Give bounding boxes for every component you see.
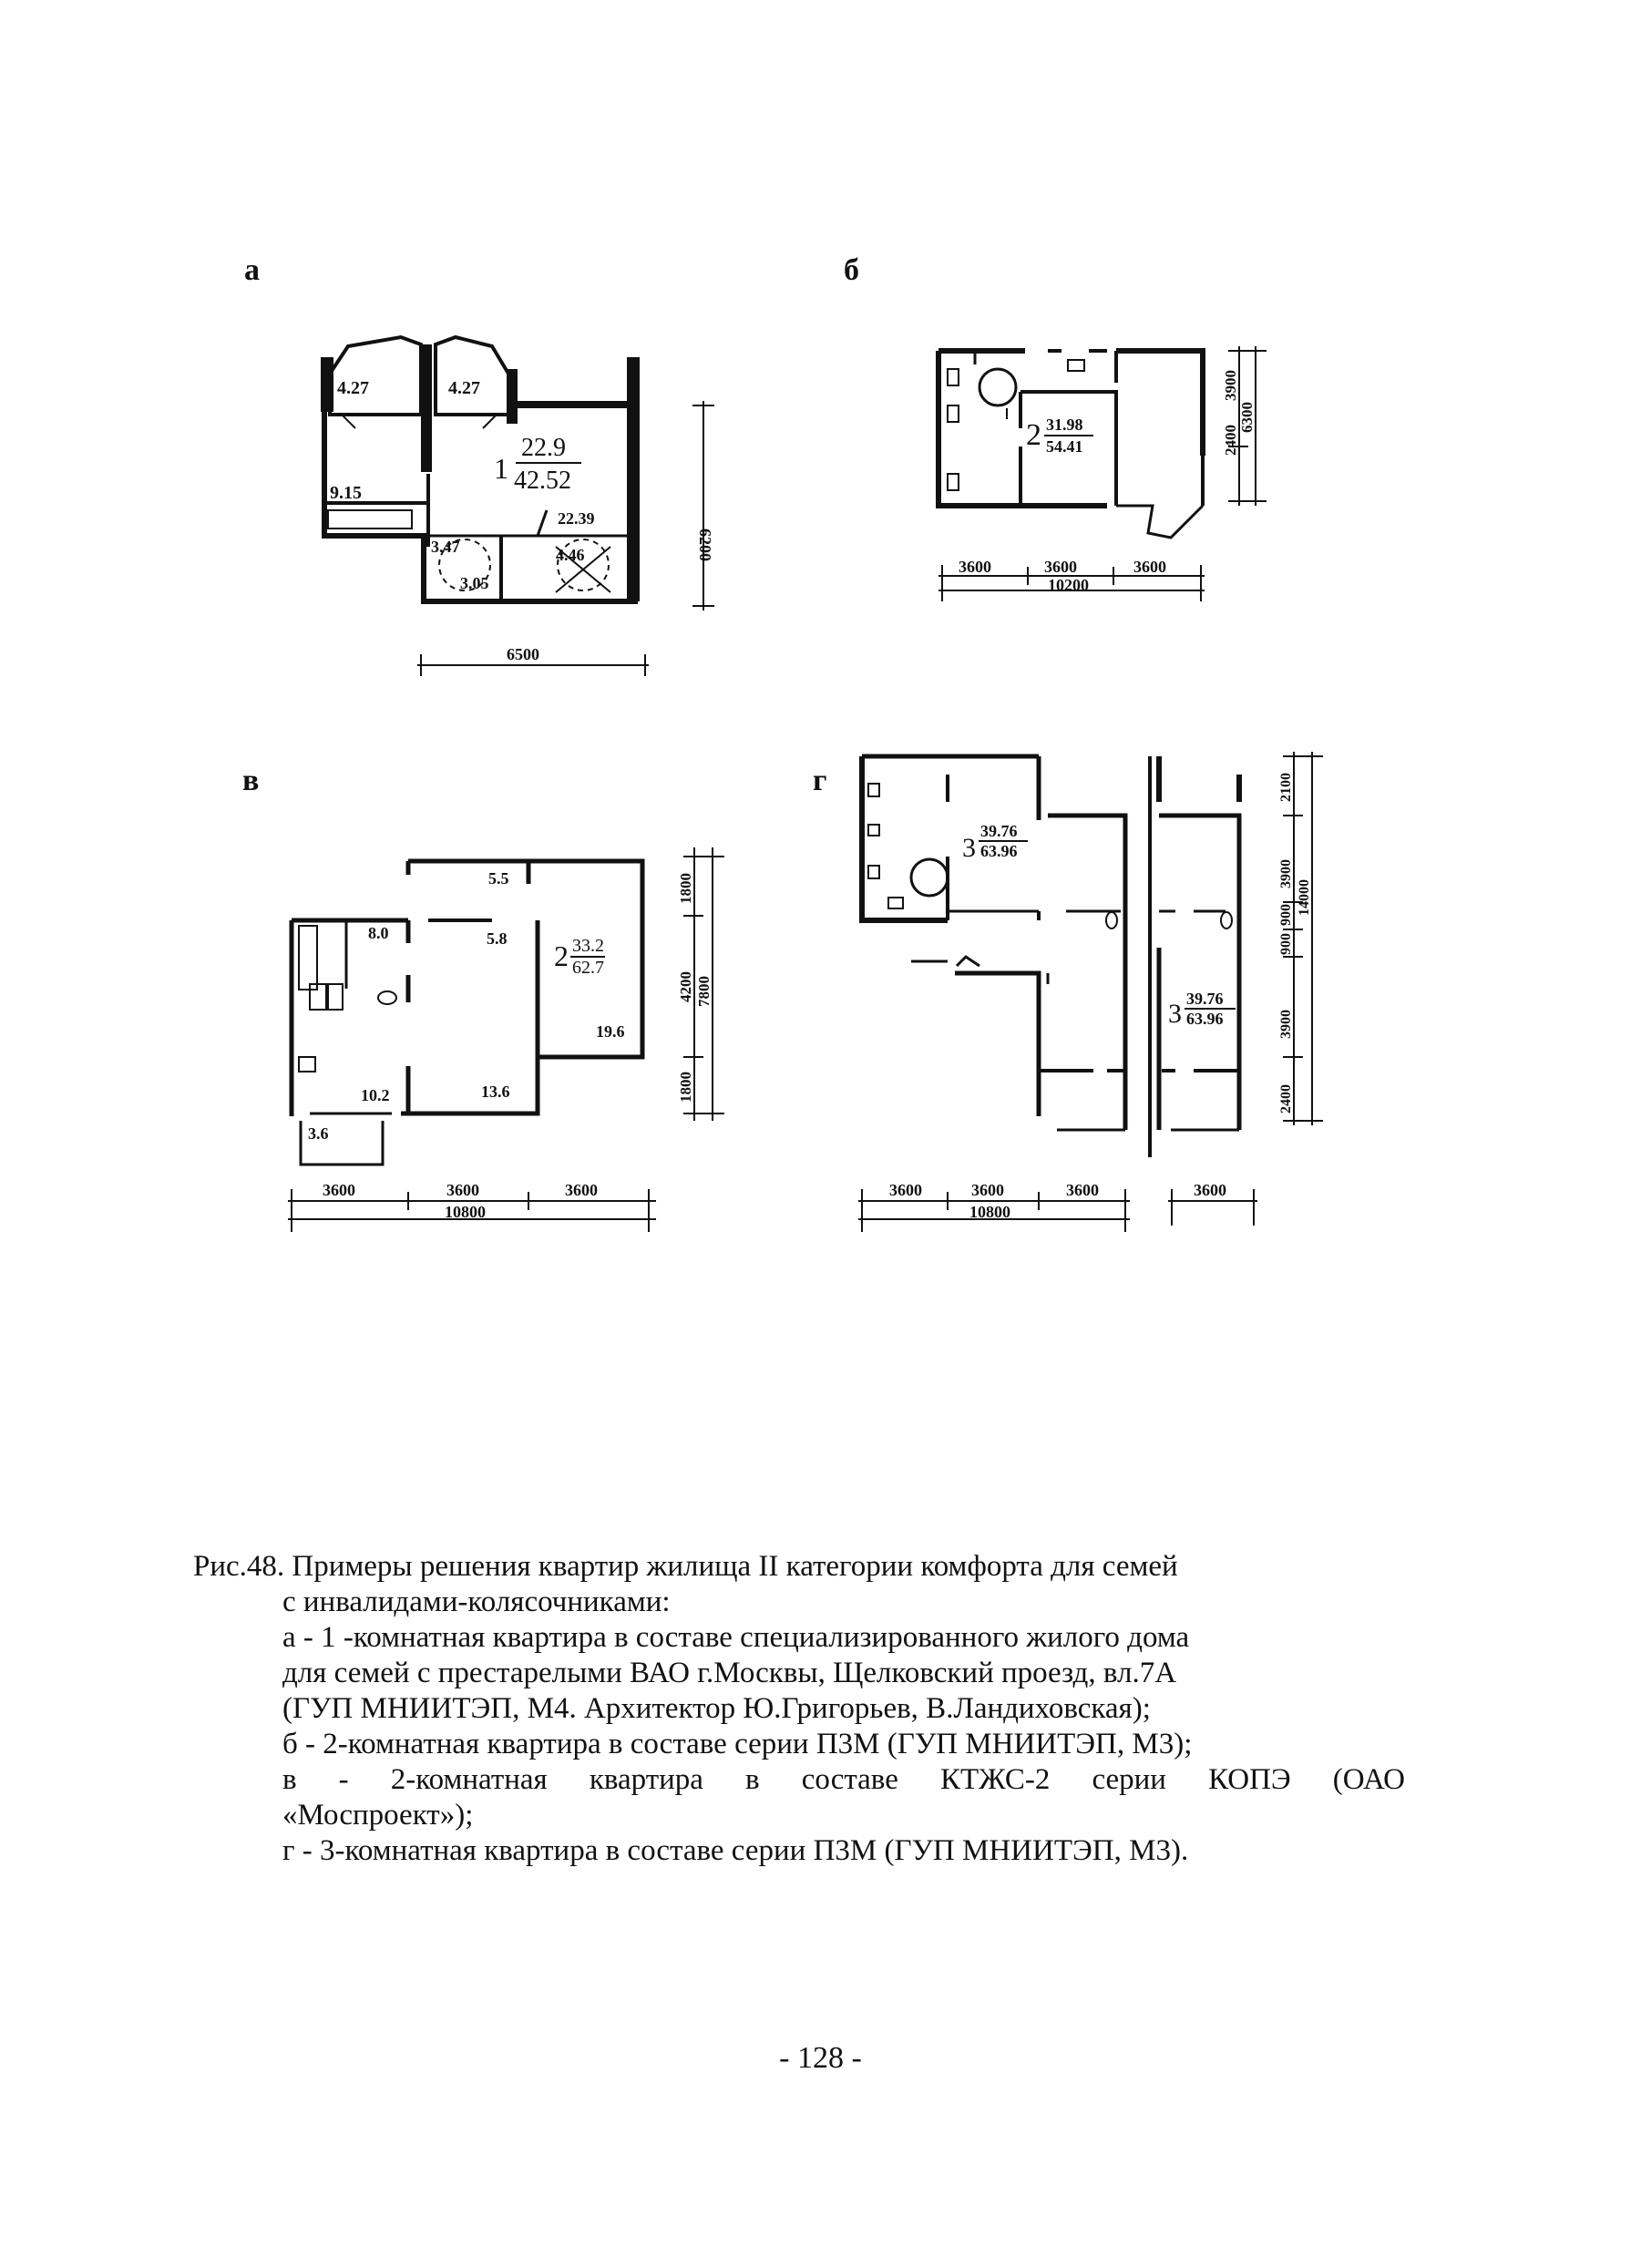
room-area-label: 13.6 — [481, 1083, 510, 1101]
dimension-label: 6200 — [696, 529, 714, 561]
room-area-label: 3.6 — [308, 1124, 329, 1143]
plan-g — [862, 756, 1239, 1157]
room-area-label: 19.6 — [596, 1022, 625, 1041]
room-area-label: 10.2 — [361, 1086, 390, 1104]
dimension-label: 900 — [1278, 933, 1294, 955]
apartment-living-area: 39.76 — [980, 822, 1018, 840]
apartment-living-area: 39.76 — [1186, 990, 1224, 1008]
room-area-label: 5.5 — [488, 869, 509, 888]
dimension-label: 14000 — [1297, 879, 1312, 916]
dimension-label: 3600 — [1066, 1181, 1099, 1199]
panel-letter-v: в — [242, 764, 260, 797]
caption-line: для семей с престарелыми ВАО г.Москвы, Щелковский проезд, вл.7А — [282, 1657, 1177, 1689]
room-area-label: 3.47 — [431, 538, 460, 556]
dimension-label: 3600 — [323, 1181, 355, 1199]
dimension-label: 6500 — [507, 645, 539, 663]
dimension-label: 900 — [1278, 904, 1294, 926]
plan-v — [292, 861, 642, 1165]
apartment-rooms-count: 3 — [962, 833, 976, 863]
dimension-label: 2400 — [1278, 1084, 1294, 1113]
apartment-rooms-count: 2 — [554, 939, 569, 972]
plan-v-labels — [308, 869, 625, 1143]
dimension-label: 6300 — [1238, 402, 1256, 433]
dimension-label: 3600 — [1133, 558, 1166, 576]
apartment-total-area: 63.96 — [980, 842, 1018, 860]
dimension-label: 7800 — [695, 976, 713, 1007]
dimension-label: 3600 — [959, 558, 991, 576]
dimension-label: 3900 — [1278, 859, 1294, 888]
dimension-label: 3900 — [1278, 1010, 1294, 1039]
apartment-total-area: 54.41 — [1046, 437, 1083, 456]
caption-line: в - 2-комнатная квартира в составе КТЖС-2 серии КОПЭ (ОАО — [282, 1763, 1405, 1796]
dimension-label: 3600 — [889, 1181, 922, 1199]
room-area-label: 4.46 — [556, 546, 585, 564]
room-area-label: 8.0 — [368, 924, 389, 942]
page-number: - 128 - — [779, 2041, 862, 2075]
apartment-total-area: 62.7 — [572, 958, 604, 978]
caption-line: б - 2-комнатная квартира в составе серии П3М (ГУП МНИИТЭП, М3); — [282, 1728, 1193, 1760]
dimension-label: 2100 — [1278, 773, 1294, 802]
dimension-label: 10800 — [969, 1203, 1010, 1221]
room-area-label: 22.39 — [558, 509, 595, 528]
apartment-rooms-count: 3 — [1168, 999, 1182, 1029]
caption-line: а - 1 -комнатная квартира в составе специализированного жилого дома — [282, 1621, 1190, 1654]
apartment-total-area: 42.52 — [514, 467, 571, 495]
room-area-label: 4.27 — [337, 378, 369, 398]
room-area-label: 4.27 — [448, 378, 480, 398]
dimension-label: 3600 — [1194, 1181, 1226, 1199]
apartment-living-area: 33.2 — [572, 936, 604, 956]
apartment-living-area: 31.98 — [1046, 416, 1083, 434]
caption-line: (ГУП МНИИТЭП, М4. Архитектор Ю.Григорьев, В.Ландиховская); — [282, 1692, 1151, 1725]
dimension-label: 1800 — [677, 1072, 694, 1103]
plan-a — [321, 337, 640, 601]
caption-line: г - 3-комнатная квартира в составе серии П3М (ГУП МНИИТЭП, М3). — [282, 1834, 1189, 1867]
dimension-label: 3600 — [446, 1181, 479, 1199]
plan-g-labels — [962, 822, 1236, 1029]
panel-letter-g: г — [813, 764, 827, 797]
dimension-label: 3900 — [1222, 370, 1239, 401]
apartment-total-area: 63.96 — [1186, 1010, 1224, 1028]
caption-line: с инвалидами-колясочниками: — [282, 1586, 671, 1618]
plan-b-labels — [1026, 416, 1093, 456]
caption-title: Рис.48. Примеры решения квартир жилища II категории комфорта для семей — [193, 1550, 1178, 1583]
plan-g-dimensions — [858, 752, 1323, 1232]
apartment-rooms-count: 2 — [1026, 418, 1041, 452]
dimension-label: 10800 — [445, 1203, 486, 1221]
plan-v-dimensions — [288, 847, 724, 1232]
plan-a-dimensions — [417, 401, 714, 676]
figure-caption — [193, 1549, 1405, 1869]
panel-letter-a: а — [244, 253, 260, 287]
apartment-living-area: 22.9 — [521, 434, 566, 462]
room-area-label: 5.8 — [487, 929, 508, 948]
room-area-label: 3.05 — [460, 574, 489, 592]
dimension-label: 3600 — [1044, 558, 1077, 576]
room-area-label: 9.15 — [330, 483, 362, 503]
dimension-label: 10200 — [1048, 576, 1089, 594]
dimension-label: 1800 — [677, 873, 694, 904]
panel-letter-b: б — [844, 253, 859, 287]
plan-a-labels — [330, 378, 595, 592]
dimension-label: 3600 — [971, 1181, 1004, 1199]
apartment-rooms-count: 1 — [494, 452, 508, 485]
dimension-label: 3600 — [565, 1181, 598, 1199]
dimension-label: 2400 — [1222, 425, 1239, 456]
dimension-label: 4200 — [677, 971, 694, 1002]
caption-line: «Моспроект»); — [282, 1799, 474, 1832]
